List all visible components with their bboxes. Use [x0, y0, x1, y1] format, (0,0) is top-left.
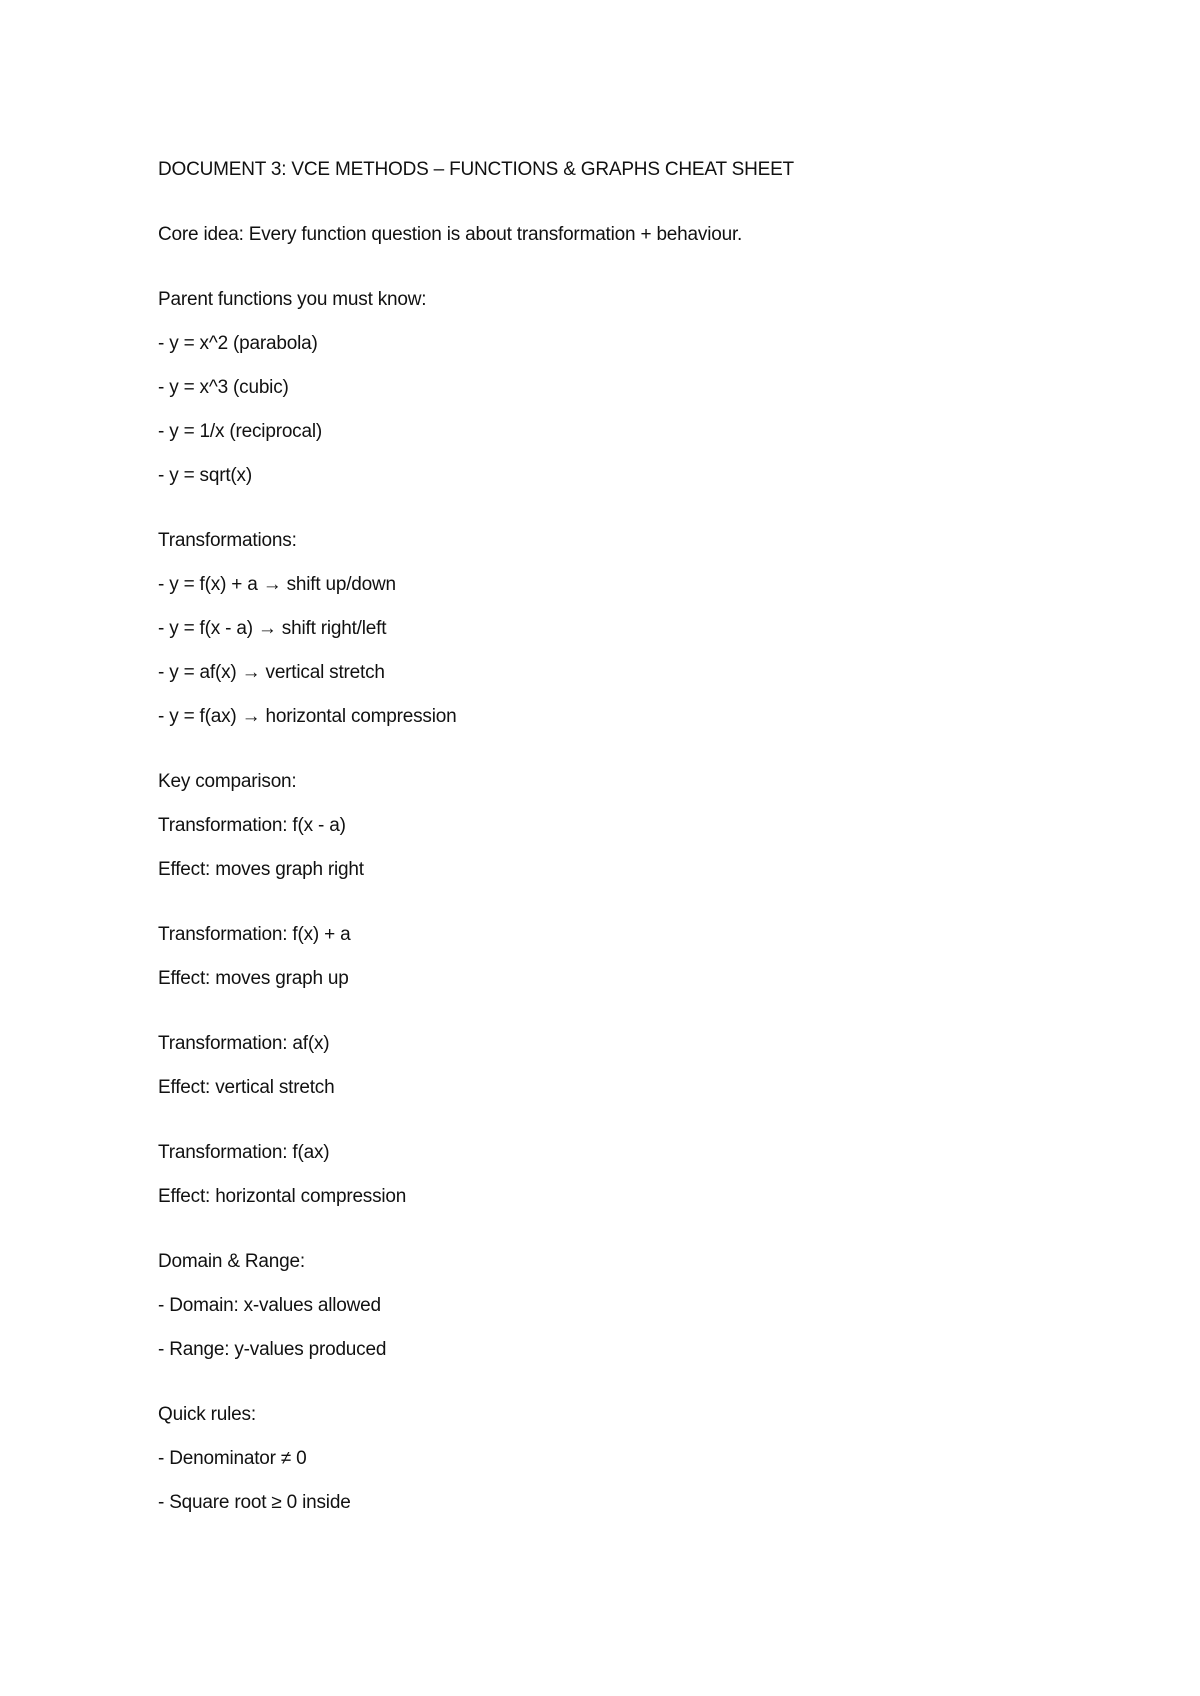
domain-range-item: - Domain: x-values allowed — [158, 1295, 381, 1316]
comparison-effect: Effect: moves graph up — [158, 968, 349, 989]
domain-range-heading: Domain & Range: — [158, 1251, 305, 1272]
comparison-transformation: Transformation: f(x - a) — [158, 815, 346, 836]
quick-rule-item: - Square root ≥ 0 inside — [158, 1492, 351, 1513]
transformation-item: - y = f(x - a) → shift right/left — [158, 618, 387, 639]
comparison-effect: Effect: vertical stretch — [158, 1077, 335, 1098]
transformations-heading: Transformations: — [158, 530, 297, 551]
parent-function-item: - y = 1/x (reciprocal) — [158, 421, 323, 442]
transformation-item: - y = af(x) → vertical stretch — [158, 662, 385, 683]
parent-function-item: - y = x^2 (parabola) — [158, 333, 318, 354]
key-comparison-heading: Key comparison: — [158, 771, 297, 792]
parent-functions-heading: Parent functions you must know: — [158, 289, 427, 310]
document-content — [158, 158, 1118, 1515]
transformation-item: - y = f(x) + a → shift up/down — [158, 574, 396, 595]
comparison-transformation: Transformation: af(x) — [158, 1033, 330, 1054]
quick-rule-item: - Denominator ≠ 0 — [158, 1448, 307, 1469]
core-idea: Core idea: Every function question is about transformation + behaviour. — [158, 224, 743, 245]
domain-range-item: - Range: y-values produced — [158, 1339, 387, 1360]
parent-function-item: - y = sqrt(x) — [158, 465, 252, 486]
quick-rules-heading: Quick rules: — [158, 1404, 256, 1425]
comparison-transformation: Transformation: f(ax) — [158, 1142, 330, 1163]
transformation-item: - y = f(ax) → horizontal compression — [158, 706, 457, 727]
parent-function-item: - y = x^3 (cubic) — [158, 377, 289, 398]
comparison-effect: Effect: moves graph right — [158, 859, 364, 880]
comparison-effect: Effect: horizontal compression — [158, 1186, 407, 1207]
comparison-transformation: Transformation: f(x) + a — [158, 924, 351, 945]
document-title: DOCUMENT 3: VCE METHODS – FUNCTIONS & GRAPHS CHEAT SHEET — [158, 159, 794, 180]
